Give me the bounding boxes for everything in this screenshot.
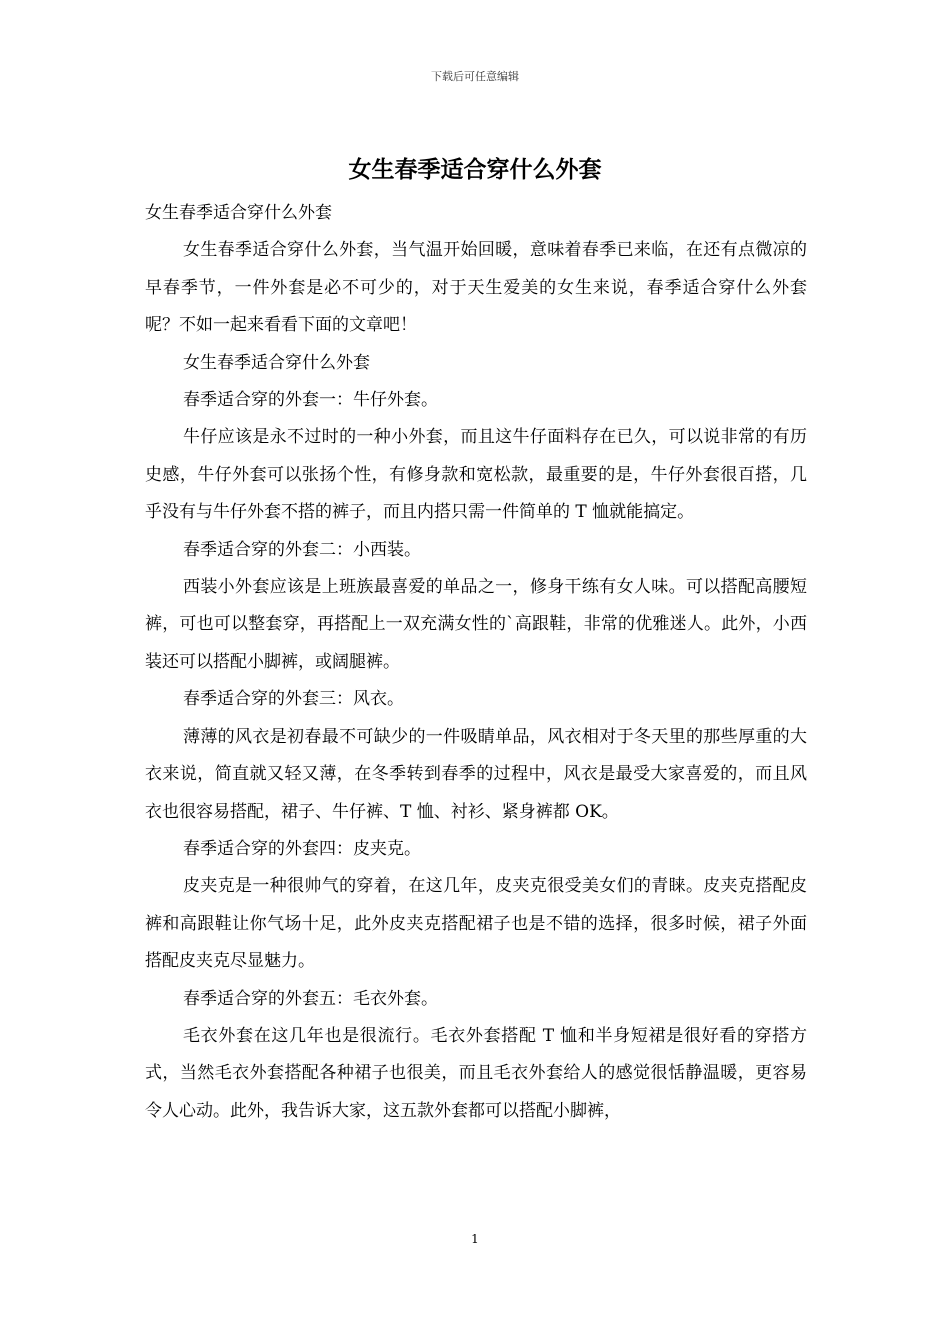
section-heading: 女生春季适合穿什么外套 <box>183 352 370 373</box>
page-number: 1 <box>471 1232 479 1246</box>
item-paragraph-5: 毛衣外套在这几年也是很流行。毛衣外套搭配 T 恤和半身短裙是很好看的穿搭方式，当然毛衣外套搭配各种裙子也很美，而且毛衣外套给人的感觉很恬静温暖，更容易令人心动。此外，我告诉大家，这五款外套都可以搭配小脚裤， <box>145 1025 807 1121</box>
document-body <box>145 195 807 1130</box>
item-heading-2: 春季适合穿的外套二：小西装。 <box>183 539 421 560</box>
item-heading-1: 春季适合穿的外套一：牛仔外套。 <box>183 390 438 411</box>
item-heading-5: 春季适合穿的外套五：毛衣外套。 <box>183 988 438 1009</box>
header-note: 下载后可任意编辑 <box>431 70 519 83</box>
item-paragraph-3: 薄薄的风衣是初春最不可缺少的一件吸睛单品，风衣相对于冬天里的那些厚重的大衣来说，简直就又轻又薄，在冬季转到春季的过程中，风衣是最受大家喜爱的，而且风衣也很容易搭配，裙子、牛仔裤、T 恤、衬衫、紧身裤都 OK。 <box>145 726 807 822</box>
item-paragraph-1: 牛仔应该是永不过时的一种小外套，而且这牛仔面料存在已久，可以说非常的有历史感，牛仔外套可以张扬个性，有修身款和宽松款，最重要的是，牛仔外套很百搭，几乎没有与牛仔外套不搭的裤子，而且内搭只需一件简单的 T 恤就能搞定。 <box>145 427 807 523</box>
intro-paragraph: 女生春季适合穿什么外套，当气温开始回暖，意味着春季已来临，在还有点微凉的早春季节，一件外套是必不可少的，对于天生爱美的女生来说，春季适合穿什么外套呢？不如一起来看看下面的文章吧！ <box>145 240 807 336</box>
item-paragraph-2: 西装小外套应该是上班族最喜爱的单品之一，修身干练有女人味。可以搭配高腰短裤，可也可以整套穿，再搭配上一双充满女性的`高跟鞋，非常的优雅迷人。此外，小西装还可以搭配小脚裤，或阔腿裤。 <box>145 577 807 672</box>
item-paragraph-4: 皮夹克是一种很帅气的穿着，在这几年，皮夹克很受美女们的青睐。皮夹克搭配皮裤和高跟鞋让你气场十足，此外皮夹克搭配裙子也是不错的选择，很多时候，裙子外面搭配皮夹克尽显魅力。 <box>145 876 807 972</box>
item-heading-4: 春季适合穿的外套四：皮夹克。 <box>183 838 421 859</box>
item-heading-3: 春季适合穿的外套三：风衣。 <box>183 689 404 710</box>
document-title: 女生春季适合穿什么外套 <box>348 156 602 183</box>
subtitle-paragraph: 女生春季适合穿什么外套 <box>145 203 332 223</box>
